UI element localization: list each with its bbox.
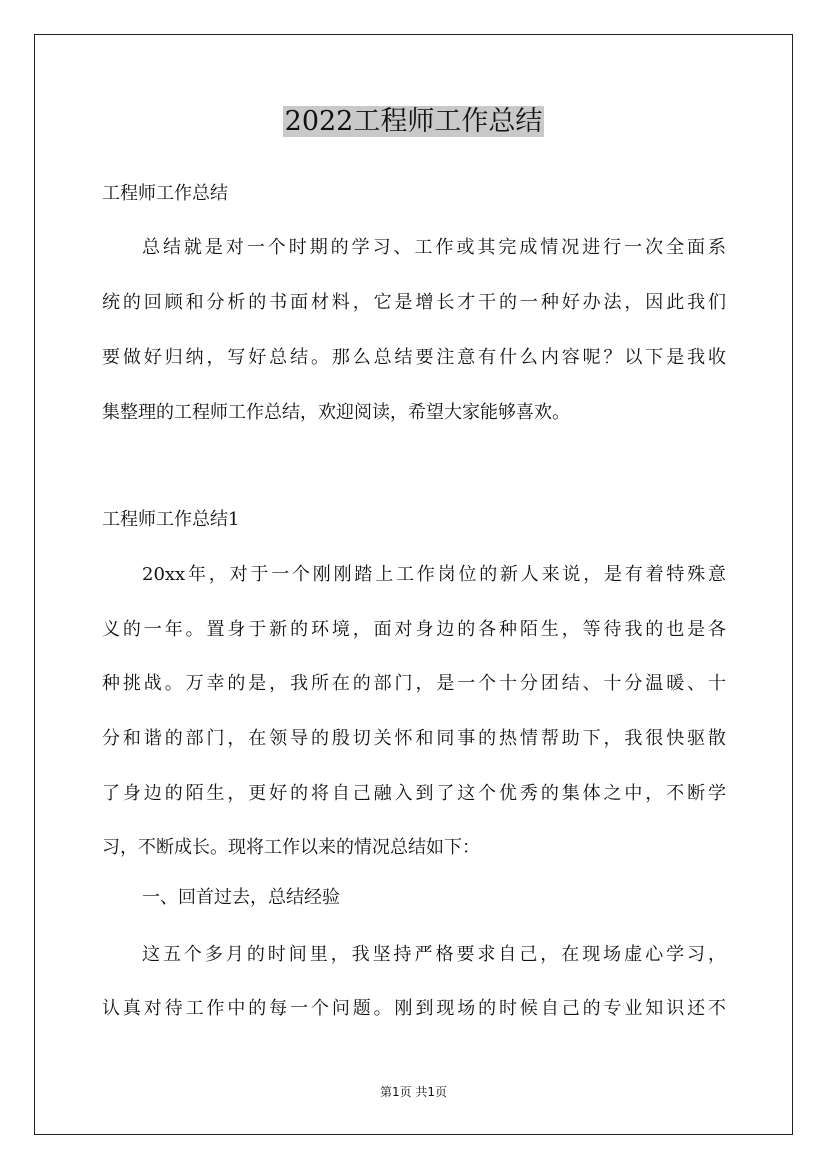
- section-heading: 工程师工作总结: [102, 183, 228, 204]
- paragraph-line-4: 分和谐的部门，在领导的殷切关怀和同事的热情帮助下，我很快驱散: [102, 728, 726, 749]
- paragraph2-line-1: 这五个多月的时间里，我坚持严格要求自己，在现场虚心学习，: [142, 944, 726, 965]
- subsection-heading: 一、回首过去，总结经验: [142, 887, 340, 908]
- intro-line-2: 统的回顾和分析的书面材料，它是增长才干的一种好办法，因此我们: [102, 292, 726, 313]
- paragraph-line-6: 习，不断成长。现将工作以来的情况总结如下：: [102, 837, 480, 858]
- paragraph-line-5: 了身边的陌生，更好的将自己融入到了这个优秀的集体之中，不断学: [102, 783, 726, 804]
- paragraph-line-3: 种挑战。万幸的是，我所在的部门，是一个十分团结、十分温暖、十: [102, 673, 726, 694]
- intro-line-1: 总结就是对一个时期的学习、工作或其完成情况进行一次全面系: [142, 237, 726, 258]
- document-title-text: 2022工程师工作总结: [284, 106, 543, 137]
- intro-line-4: 集整理的工程师工作总结，欢迎阅读，希望大家能够喜欢。: [102, 402, 570, 423]
- paragraph-line-2: 义的一年。置身于新的环境，面对身边的各种陌生，等待我的也是各: [102, 619, 726, 640]
- intro-line-3: 要做好归纳，写好总结。那么总结要注意有什么内容呢？以下是我收: [102, 347, 726, 368]
- paragraph2-line-2: 认真对待工作中的每一个问题。刚到现场的时候自己的专业知识还不: [102, 998, 726, 1019]
- page-footer: 第1页 共1页: [379, 1085, 448, 1099]
- document-title: [0, 104, 827, 140]
- section-heading-1: 工程师工作总结1: [102, 509, 240, 530]
- paragraph-line-1: 20xx年，对于一个刚刚踏上工作岗位的新人来说，是有着特殊意: [142, 564, 726, 585]
